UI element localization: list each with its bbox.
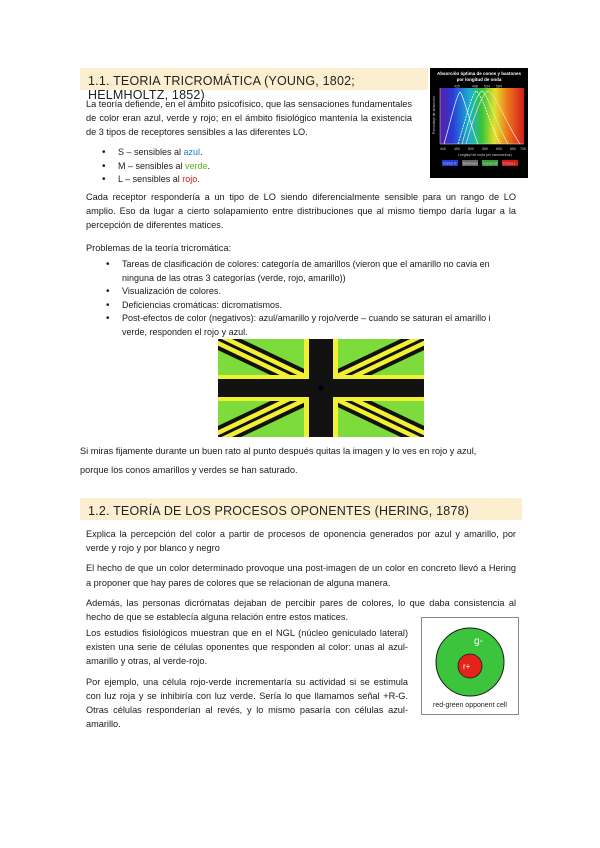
opponent-cell-figure xyxy=(421,617,519,715)
x-tick: 600 xyxy=(496,147,502,151)
cell-caption: red-green opponent cell xyxy=(433,702,507,709)
section-2-body xyxy=(86,527,516,630)
opponent-cell-diagram xyxy=(422,622,518,702)
section-1-heading-bar xyxy=(80,68,428,102)
section-2-paragraph: Explica la percepción del color a partir de procesos de oponencia generados por azul y amarillo, por verde y rojo y por blanco y negro xyxy=(86,529,516,554)
spectrum-background xyxy=(440,88,524,144)
flag-caption-line-2: porque los conos amarillos y verdes se han saturado. xyxy=(80,465,298,476)
x-tick: 500 xyxy=(468,147,474,151)
legend-label: Conos L xyxy=(503,161,517,166)
problem-item: • Post-efectos de color (negativos): azul/amarillo y rojo/verde – cuando se saturan el amarillo i verde, responden el rojo y azul. xyxy=(104,312,516,339)
problems-list xyxy=(104,258,516,339)
chart-title: Absorción óptima de conos y bastones por longitud de onda xyxy=(436,71,521,82)
x-tick: 450 xyxy=(454,147,460,151)
section-2-heading-bar xyxy=(80,498,522,520)
color-word-green: verde xyxy=(185,160,208,171)
afterimage-flag xyxy=(218,339,424,437)
legend-label: Bastones xyxy=(463,161,478,166)
fixation-dot xyxy=(319,386,324,391)
section-2-paragraph: Por ejemplo, una célula rojo-verde incrementaría su actividad si se estimula con luz roja y se inhibiría con luz verde. Sería lo que llamamos señal +R-G. Otras células responderían al revés, y lo mismo pasaría con células azul- amarillo. xyxy=(86,676,408,730)
problems-title: Problemas de la teoría tricromática: xyxy=(86,242,232,253)
receptor-item-s xyxy=(100,146,400,160)
receptor-text: L – sensibles al xyxy=(118,174,183,184)
section-1-heading: 1.1. TEORIA TRICROMÁTICA (YOUNG, 1802; HELMHOLTZ, 1852) xyxy=(88,74,355,102)
receptor-text: S – sensibles al xyxy=(118,147,184,157)
flag-caption xyxy=(80,444,520,477)
legend-label: Conos S xyxy=(443,161,457,166)
center-label: r+ xyxy=(463,662,471,671)
section-2-paragraph: Los estudios fisiológicos muestran que en el NGL (núcleo geniculado lateral) existen una serie de células oponentes que responden al color: unas al azul- amarillo y otras, al verde-rojo. xyxy=(86,628,408,667)
problem-item: • Visualización de colores. xyxy=(104,285,516,299)
section-1-body xyxy=(86,190,516,261)
color-word-red: rojo xyxy=(182,174,198,184)
x-axis-label: Longitud de onda (en nanómetros) xyxy=(458,153,512,157)
receptor-text: M – sensibles al xyxy=(118,160,186,171)
x-tick: 550 xyxy=(482,147,488,151)
peak-label: 498 xyxy=(472,84,478,89)
receptor-suffix: . xyxy=(207,160,211,171)
receptor-suffix: . xyxy=(197,174,200,184)
chart-plot xyxy=(430,84,528,176)
section-2-body-narrow xyxy=(86,626,408,737)
receptor-paragraph: Cada receptor respondería a un tipo de LO siendo diferencialmente sensible para un rango de LO amplio. Eso da lugar a cierto solapamiento entre distribuciones que al mismo tiempo daría lugar a la percepción de diferentes matices. xyxy=(86,192,516,231)
color-word-blue: azul xyxy=(183,147,201,157)
problem-item: • Tareas de clasificación de colores: categoría de amarillos (vieron que el amarillo no cavia en ninguna de las otras 3 categorías (verde, rojo, amarillo)) xyxy=(104,258,516,285)
receptor-suffix: . xyxy=(200,147,203,157)
x-tick: 650 xyxy=(510,147,516,151)
peak-label: 420 xyxy=(454,84,460,89)
section-2-paragraph: Además, las personas dicrómatas dejaban de percibir pares de colores, lo que daba consistencia al hecho de que se establecía alguna relación entre estos matices. xyxy=(86,597,516,623)
cone-absorption-chart xyxy=(430,68,528,178)
x-tick: 400 xyxy=(440,147,446,151)
x-tick: 700 xyxy=(520,147,526,151)
receptor-item-m xyxy=(100,160,400,174)
y-axis-label: Porcentaje de absorción xyxy=(432,96,436,134)
section-2-paragraph: El hecho de que un color determinado provoque una post-imagen de un color en concreto llevó a Hering a proponer que hay pares de colores que se relacionan de alguna manera. xyxy=(86,563,516,588)
intro-paragraph: La teoría defiende, en el ámbito psicofísico, que las sensaciones fundamentales de color eran azul, verde y rojo; en el ámbito fisiológico mantenía la existencia de 3 tipos de receptores sensibles a las diferentes LO. xyxy=(86,99,412,138)
peak-label: 534 xyxy=(484,84,490,89)
section-1-intro xyxy=(86,97,412,146)
problem-item: • Deficiencias cromáticas: dicromatismos. xyxy=(104,299,516,313)
flag-caption-line-1: Si miras fijamente durante un buen rato al punto después quitas la imagen y lo ves en rojo y azul, xyxy=(80,446,477,456)
peak-label: 564 xyxy=(496,84,502,89)
legend-label: Conos M xyxy=(483,161,498,166)
receptor-item-l xyxy=(100,173,400,187)
surround-label: g- xyxy=(474,636,483,647)
receptor-list xyxy=(100,146,400,187)
section-2-heading: 1.2. TEORÍA DE LOS PROCESOS OPONENTES (HERING, 1878) xyxy=(88,504,470,518)
